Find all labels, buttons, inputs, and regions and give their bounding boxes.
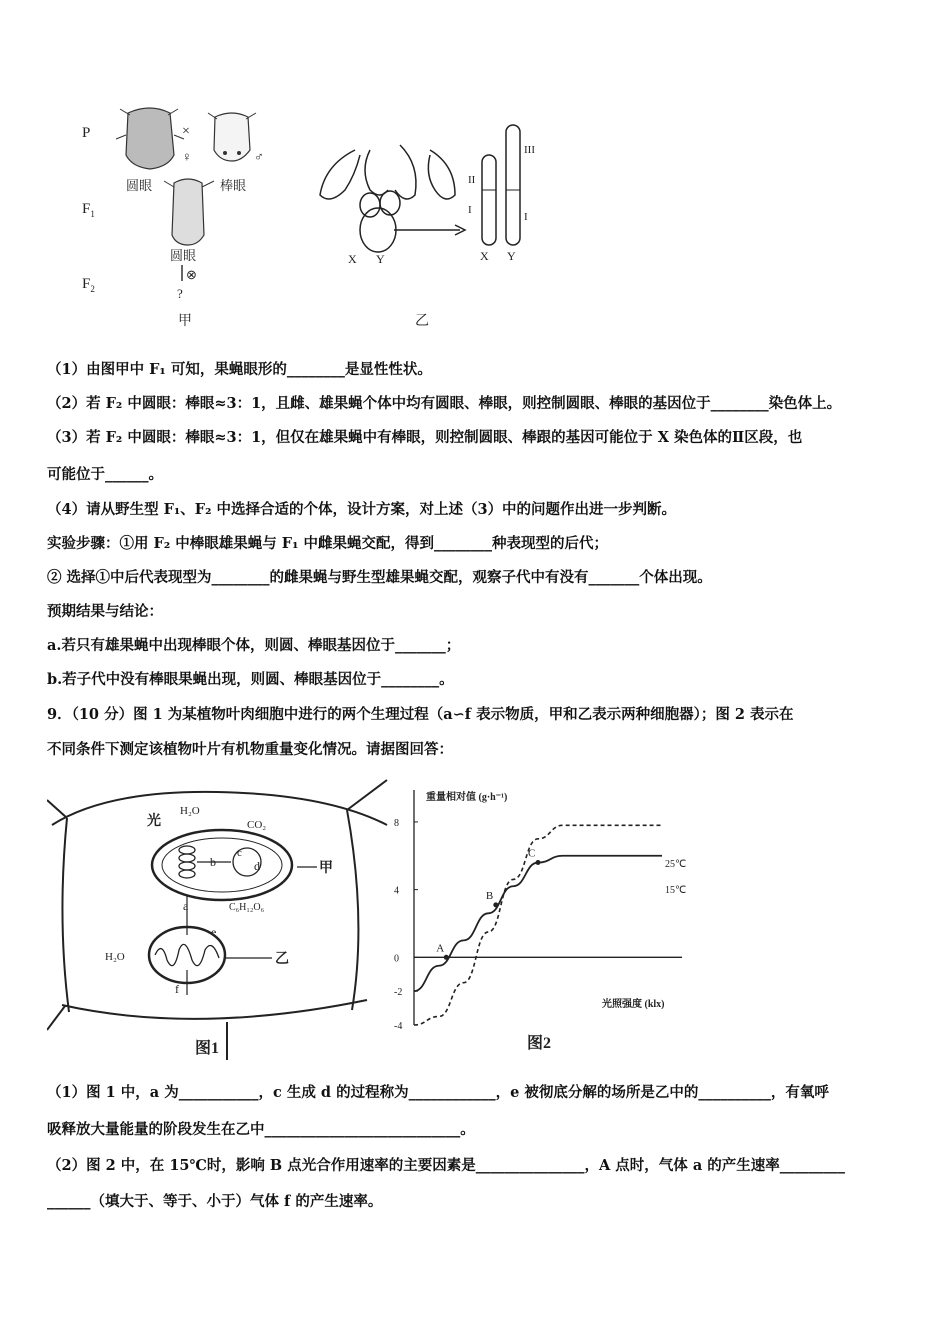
cristae: [155, 944, 219, 965]
cell-wall-corner-tr: [347, 780, 387, 810]
co2-label: CO₂: [247, 819, 267, 831]
sex-chromosome-illustration: [320, 145, 465, 252]
figure-jia-label: 甲: [178, 314, 192, 329]
cell-wall-top: [52, 792, 387, 825]
round-eye-f1-label: 圆眼: [170, 248, 197, 263]
bar-x-label: X: [480, 249, 489, 263]
f-label: f: [175, 982, 179, 996]
generation-f1-label: $F_1$: [82, 201, 95, 219]
cell-wall-right: [347, 810, 358, 1010]
region-i-right-label: I: [524, 211, 528, 223]
cell-wall-corner-bl: [47, 1006, 65, 1030]
b-label: b: [210, 855, 216, 869]
y-axis-label: 重量相对值 (g·h⁻¹): [426, 792, 508, 803]
female-symbol: ♀: [182, 149, 192, 164]
q3-line-a: （3）若 F₂ 中圆眼：棒眼≈3：1，但仅在雄果蝇中有棒眼，则控制圆眼、棒跟的基因可能位于 X 染色体的Ⅱ区段，也: [47, 429, 803, 446]
result-b-line: b.若子代中没有棒眼果蝇出现，则圆、棒眼基因位于________。: [47, 671, 454, 688]
q3-line-b: 可能位于______。: [47, 466, 163, 483]
yi-label: 乙: [275, 952, 289, 967]
chromosome-y-label: Y: [376, 252, 385, 266]
h2o-left-label: H₂O: [105, 951, 125, 963]
bar-eye-p-label: 棒眼: [220, 178, 247, 193]
cell-wall-left: [62, 818, 69, 1012]
point-a-label: A: [436, 942, 445, 955]
bar-y-label: Y: [507, 249, 516, 263]
h2o-top-label: H₂O: [180, 805, 200, 817]
q9-line-b: 不同条件下测定该植物叶片有机物重量变化情况。请据图回答：: [47, 741, 453, 758]
x-axis-label: 光照强度 (klx): [602, 999, 665, 1010]
step1-line: 实验步骤：①用 F₂ 中棒眼雄果蝇与 F₁ 中雌果蝇交配，得到________种表现型的后代；: [47, 535, 608, 552]
glucose-label: C₆H₁₂O₆: [229, 902, 265, 913]
series-15c-line: [414, 856, 662, 991]
unknown-offspring: ?: [177, 286, 183, 301]
q9-1-line-b: 吸释放大量能量的阶段发生在乙中___________________________。: [47, 1121, 475, 1138]
weight-change-chart: [392, 775, 712, 1065]
y-tick-label: 4: [394, 885, 399, 897]
chloroplast: [152, 830, 292, 900]
q9-1-line-a: （1）图 1 中，a 为___________，c 生成 d 的过程称为____________，e 被彻底分解的场所是乙中的__________，有氧呼: [47, 1084, 829, 1101]
cell-wall-corner-tl: [47, 800, 67, 818]
step2-line: ② 选择①中后代表现型为________的雌果蝇与野生型雄果蝇交配，观察子代中有没有_______个体出现。: [47, 569, 712, 586]
fruitfly-cross-figure: [70, 95, 570, 330]
y-tick-label: -4: [394, 1021, 403, 1032]
point-a-marker: [444, 955, 449, 960]
chloroplast-inner: [162, 838, 282, 892]
c-label: c: [237, 847, 242, 859]
male-symbol: ♂: [254, 149, 264, 164]
y-tick-label: -2: [394, 987, 403, 999]
cross-symbol: ×: [182, 124, 190, 139]
legend-15c: 15℃: [665, 885, 687, 896]
chromosome-x-label: X: [348, 252, 357, 266]
figure2-caption: 图2: [527, 1035, 552, 1052]
y-tick-label: 0: [394, 953, 399, 965]
cell-diagram-figure1: [47, 770, 397, 1060]
grana-stack: [179, 846, 195, 878]
female-fly-illustration: [116, 108, 184, 169]
point-c-marker: [536, 860, 541, 865]
cell-wall-bottom: [62, 1000, 367, 1019]
y-chromosome-bar: [506, 125, 520, 245]
figure1-caption: 图1: [195, 1040, 220, 1057]
q9-line-a: 9．（10 分）图 1 为某植物叶肉细胞中进行的两个生理过程（a∽f 表示物质，甲和乙表示两种细胞器）；图 2 表示在: [47, 706, 794, 723]
region-i-left-label: I: [468, 204, 472, 216]
point-b-marker: [493, 902, 498, 907]
q4-line: （4）请从野生型 F₁、F₂ 中选择合适的个体，设计方案，对上述（3）中的问题作出进一步判断。: [47, 501, 677, 518]
jia-label: 甲: [319, 861, 333, 876]
generation-f2-label: $F_2$: [82, 276, 95, 294]
y-tick-label: 8: [394, 817, 399, 829]
x-chromosome-bar: [482, 155, 496, 245]
legend-25c: 25℃: [665, 859, 687, 870]
generation-p-label: P: [82, 125, 91, 141]
light-label: 光: [147, 814, 161, 829]
q9-2-line-a: （2）图 2 中，在 15℃时，影响 B 点光合作用速率的主要因素是_______________，A 点时，气体 a 的产生速率_________: [47, 1157, 846, 1174]
point-b-label: B: [485, 889, 494, 902]
region-ii-label: II: [468, 174, 476, 186]
result-a-line: a.若只有雄果蝇中出现棒眼个体，则圆、棒眼基因位于_______；: [47, 637, 461, 654]
q9-2-line-b: ______（填大于、等于、小于）气体 f 的产生速率。: [47, 1193, 383, 1210]
f1-fly-illustration: [164, 179, 214, 245]
expected-heading: 预期结果与结论：: [47, 603, 163, 620]
a-label: a: [183, 899, 189, 913]
d-label: d: [254, 859, 260, 873]
male-fly-illustration: [208, 113, 256, 161]
figure-yi-label: 乙: [415, 314, 429, 329]
point-c-label: C: [528, 847, 536, 860]
self-cross-symbol: ⊗: [186, 267, 197, 282]
e-label: e: [211, 925, 217, 939]
q1-line: （1）由图甲中 F₁ 可知，果蝇眼形的________是显性性状。: [47, 361, 432, 378]
q2-line: （2）若 F₂ 中圆眼：棒眼≈3：1，且雌、雄果蝇个体中均有圆眼、棒眼，则控制圆眼、棒眼的基因位于________染色体上。: [47, 395, 842, 412]
round-eye-p-label: 圆眼: [126, 178, 153, 193]
region-iii-label: III: [524, 144, 535, 156]
